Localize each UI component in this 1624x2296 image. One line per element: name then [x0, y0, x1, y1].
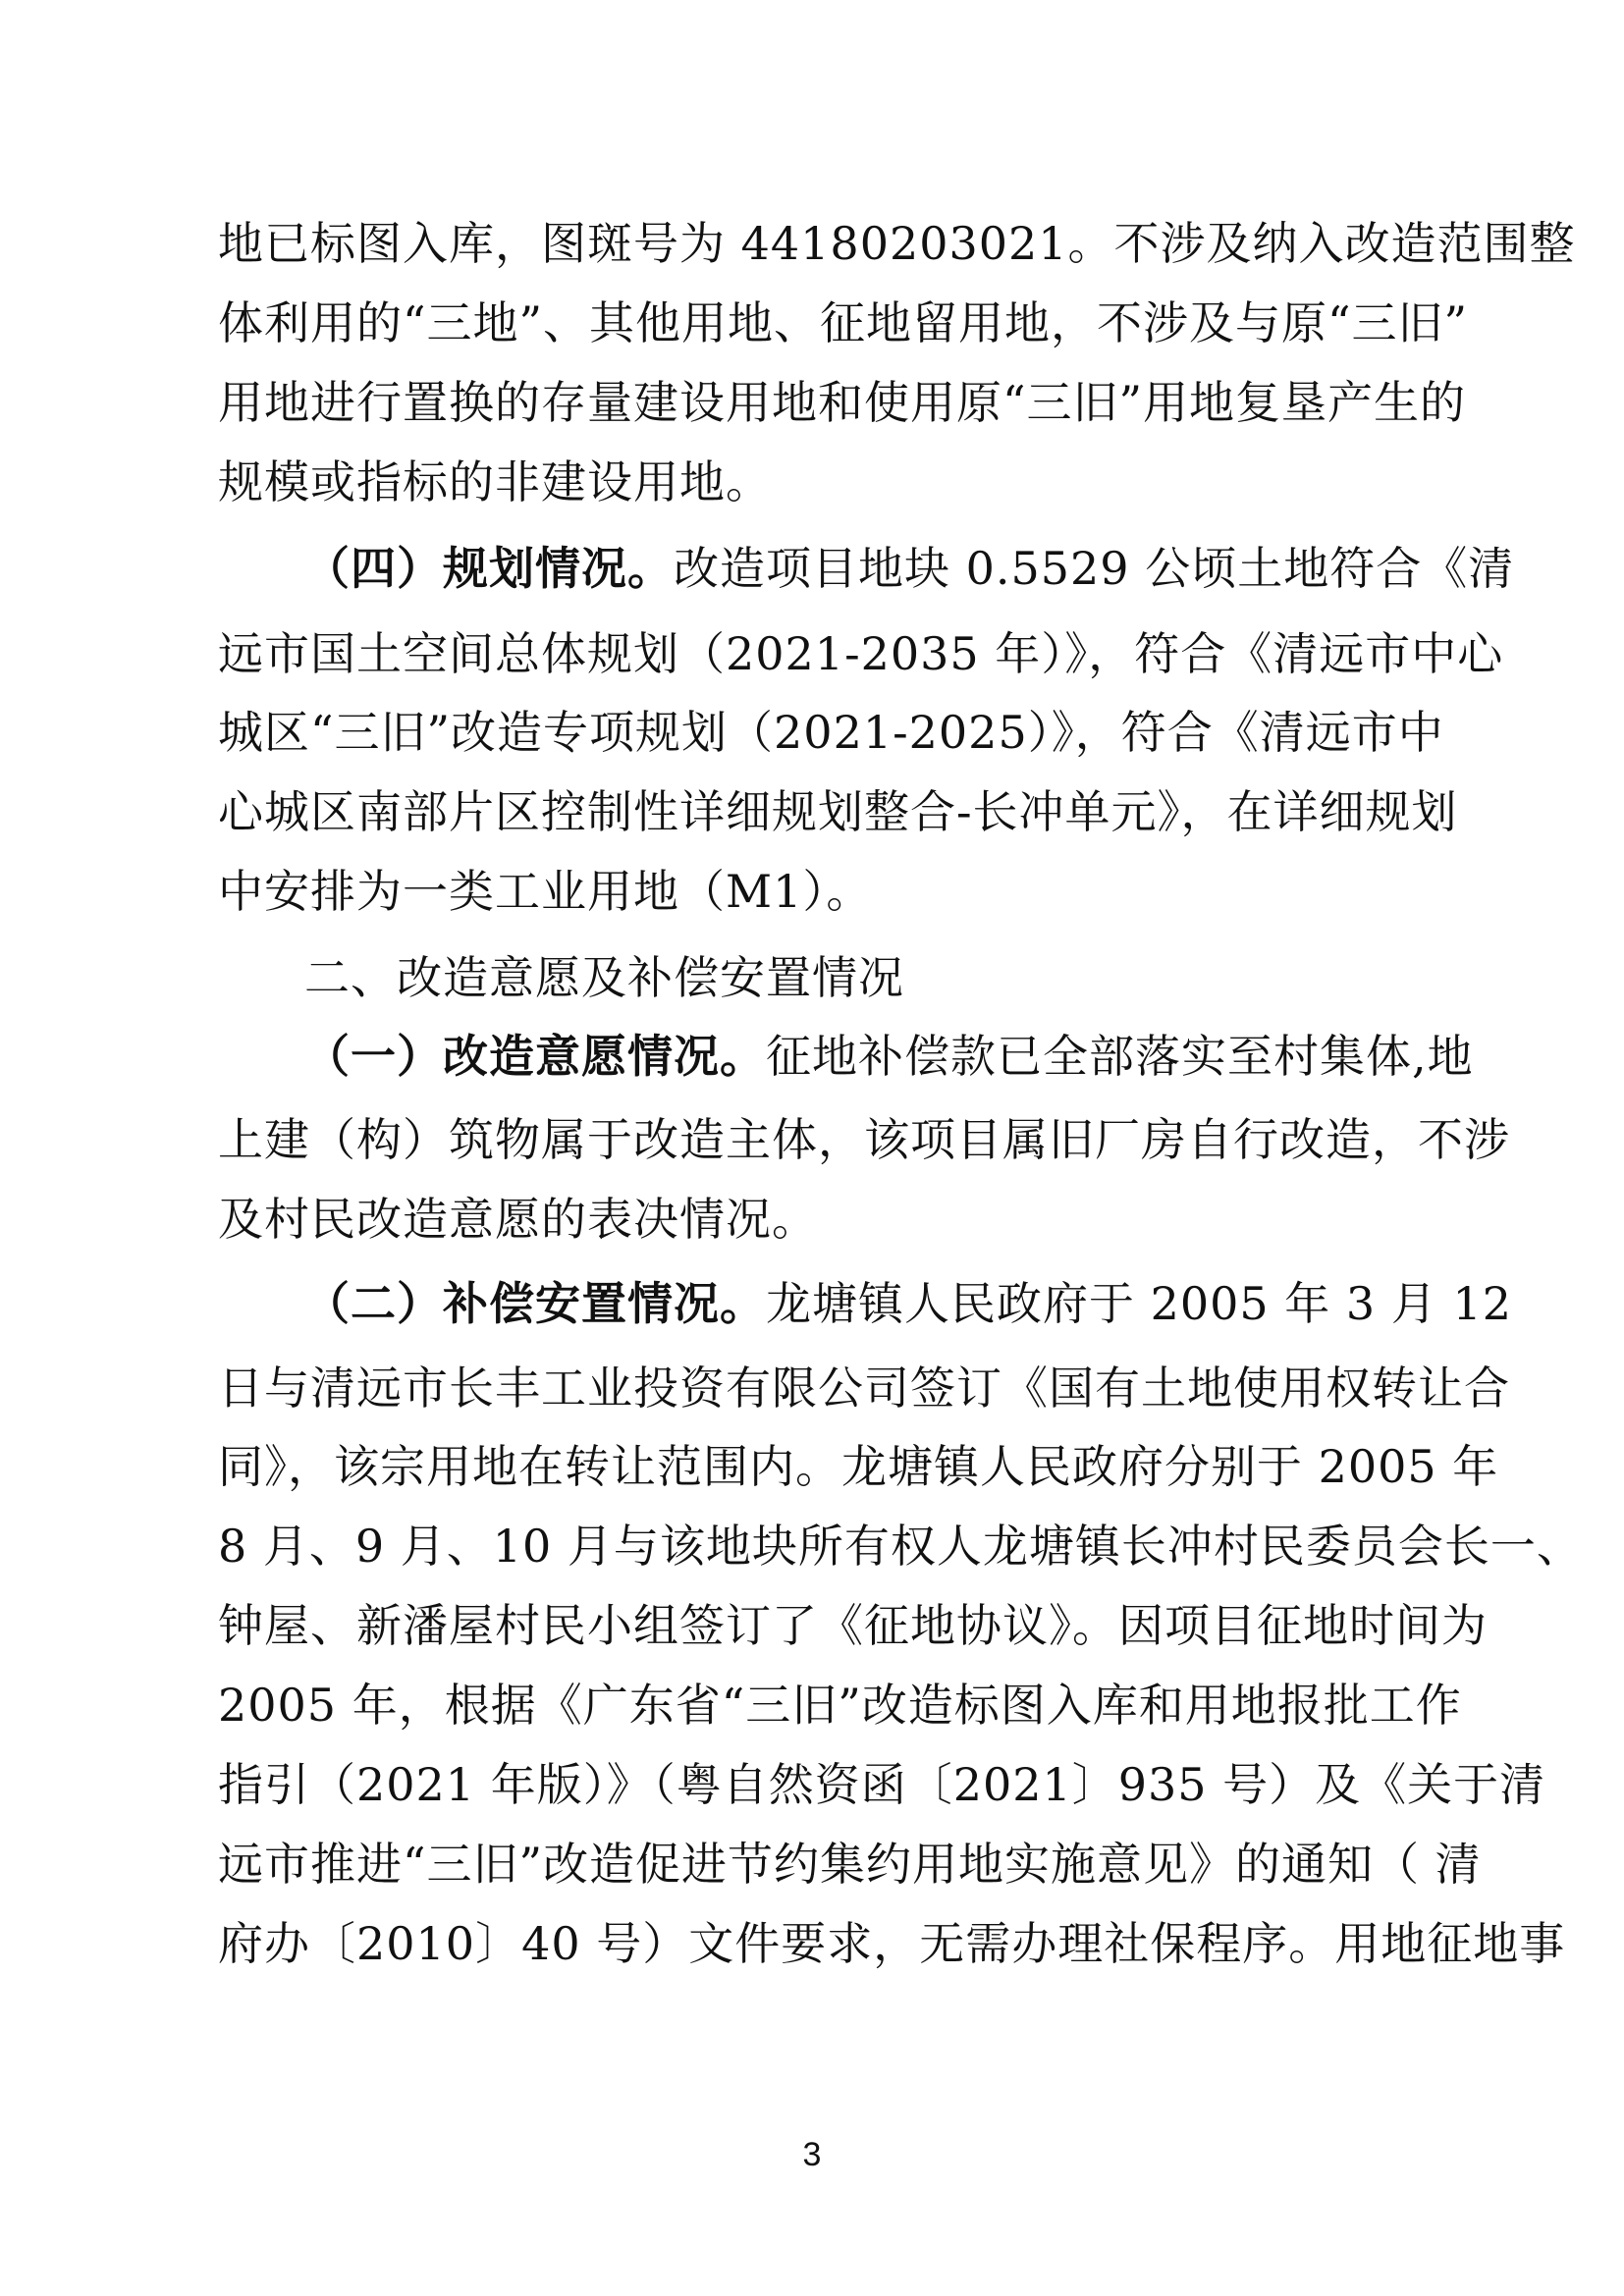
body-text-line: 远市国土空间总体规划（2021-2035 年）》，符合《清远市中心 [218, 627, 1504, 680]
body-text-line: 城区“三旧”改造专项规划（2021-2025）》，符合《清远市中 [218, 706, 1444, 759]
body-text-line: 钟屋、新潘屋村民小组签订了《征地协议》。因项目征地时间为 [218, 1599, 1488, 1652]
body-text-line: 体利用的“三地”、其他用地、征地留用地，不涉及与原“三旧” [218, 296, 1469, 349]
planning-first-line [304, 529, 1515, 608]
body-text-line: 心城区南部片区控制性详细规划整合-长冲单元》，在详细规划 [218, 785, 1458, 838]
body-text-span: 改造项目地块 0.5529 公顷土地符合《清 [674, 542, 1515, 595]
body-text-line: 远市推进“三旧”改造促进节约集约用地实施意见》的通知（ 清 [218, 1838, 1482, 1891]
body-text-line: 规模或指标的非建设用地。 [218, 455, 772, 508]
section-heading: 二、改造意愿及补偿安置情况 [304, 951, 904, 1004]
compensation-heading: （二）补偿安置情况。 [304, 1277, 766, 1330]
body-text-line: 中安排为一类工业用地（M1）。 [218, 865, 873, 918]
body-text-line: 上建（构）筑物属于改造主体，该项目属旧厂房自行改造，不涉 [218, 1113, 1510, 1166]
body-text-line: 用地进行置换的存量建设用地和使用原“三旧”用地复垦产生的 [218, 376, 1467, 429]
planning-heading: （四）规划情况。 [304, 542, 674, 595]
willingness-heading: （一）改造意愿情况。 [304, 1030, 766, 1083]
body-text-line: 同》，该宗用地在转让范围内。龙塘镇人民政府分别于 2005 年 [218, 1440, 1499, 1493]
body-text-line: 及村民改造意愿的表决情况。 [218, 1193, 818, 1246]
page-number: 3 [802, 2136, 822, 2173]
body-text-span: 龙塘镇人民政府于 2005 年 3 月 12 [766, 1277, 1512, 1330]
body-text-line: 日与清远市长丰工业投资有限公司签订《国有土地使用权转让合 [218, 1362, 1510, 1415]
body-text-line: 指引（2021 年版）》（粤自然资函〔2021〕935 号）及《关于清 [218, 1758, 1546, 1811]
body-text-line: 2005 年，根据《广东省“三旧”改造标图入库和用地报批工作 [218, 1679, 1462, 1732]
body-text-span: 征地补偿款已全部落实至村集体,地 [766, 1030, 1474, 1083]
willingness-first-line [304, 1017, 1474, 1095]
body-text-line: 地已标图入库，图斑号为 44180203021。不涉及纳入改造范围整 [218, 217, 1576, 270]
body-text-line: 府办〔2010〕40 号）文件要求，无需办理社保程序。用地征地事 [218, 1917, 1566, 1970]
body-text-line: 8 月、9 月、10 月与该地块所有权人龙塘镇长冲村民委员会长一、 [218, 1520, 1583, 1573]
compensation-first-line [304, 1264, 1512, 1343]
